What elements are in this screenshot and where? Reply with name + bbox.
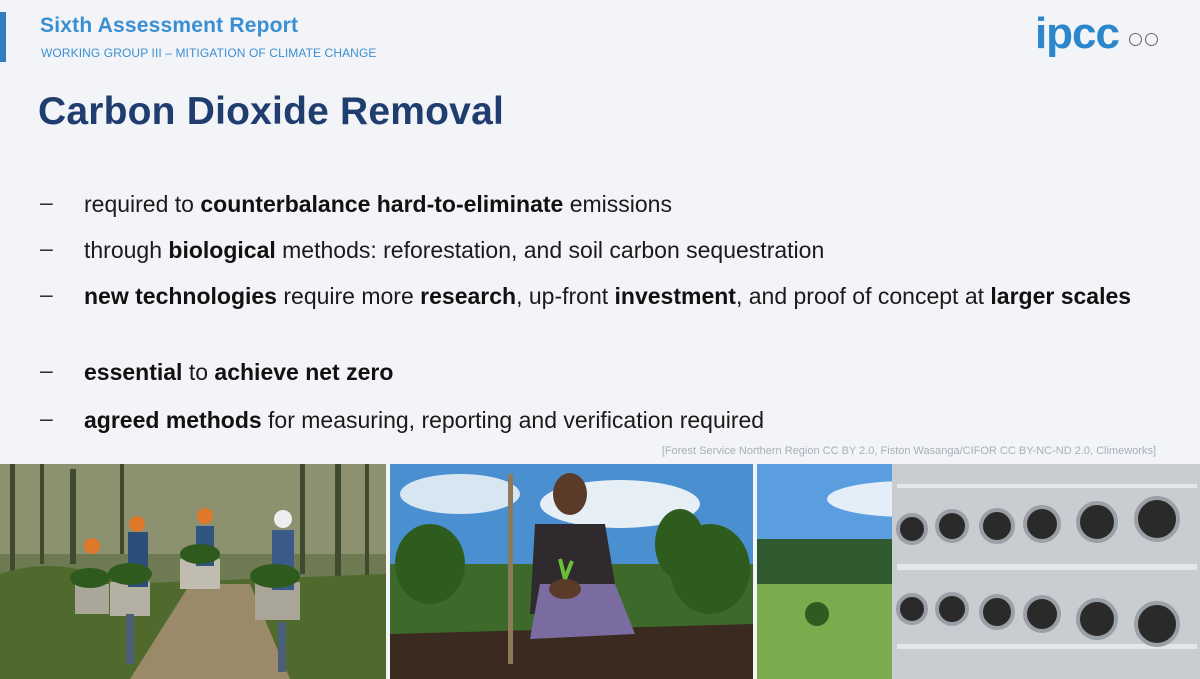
bullet-bold-text: larger scales [990,283,1132,309]
ipcc-logo [1034,9,1158,58]
bullet-dash: – [40,405,53,431]
report-title: Sixth Assessment Report [40,14,299,37]
bullet-text: require more [276,283,421,309]
bullet-bold-text: counterbalance hard-to-eliminate [200,191,564,217]
photo-credit: [Forest Service Northern Region CC BY 2.0, Fiston Wasanga/CIFOR CC BY-NC-ND 2.0, Climeworks] [661,445,1156,457]
seedling-planting-image [390,464,753,679]
bullet-bold-text: research [420,283,517,309]
bullet-text: emissions [563,191,672,217]
bullet-item [38,236,1194,264]
bullet-bold-text: investment [614,283,736,309]
wmo-emblem-icon [1129,33,1142,46]
bullet-dash: – [40,357,53,383]
bullet-item [38,190,1194,218]
report-subtitle: WORKING GROUP III – MITIGATION OF CLIMATE CHANGE [41,46,377,60]
slide-title: Carbon Dioxide Removal [38,90,505,133]
tree-planters-image [0,464,386,679]
bullet-dash: – [40,235,53,261]
bullet-text: required to [84,191,201,217]
bullet-bold-text: achieve net zero [214,359,394,385]
bullet-item [38,406,1194,434]
bullet-item [38,358,1194,386]
bullet-text: through [84,237,169,263]
bullet-item [38,282,1194,310]
tree-planters-photo [0,464,386,679]
bullet-bold-text: agreed methods [84,407,262,433]
unep-emblem-icon [1145,33,1158,46]
bullet-dash: – [40,189,53,215]
accent-bar [0,12,6,62]
bullet-bold-text: essential [84,359,183,385]
bullet-dash: – [40,281,53,307]
partner-emblems [1129,33,1158,46]
direct-air-capture-photo [757,464,1200,679]
seedling-planting-photo [390,464,753,679]
bullet-text: , up-front [516,283,615,309]
bullet-text: for measuring, reporting and verification required [261,407,765,433]
bullet-text: , and proof of concept at [735,283,991,309]
bullet-text: methods: reforestation, and soil carbon sequestration [275,237,825,263]
direct-air-capture-image [757,464,1200,679]
bullet-bold-text: biological [168,237,276,263]
bullet-bold-text: new technologies [84,283,277,309]
logo-text: ipcc [1034,9,1119,58]
bullet-text: to [182,359,215,385]
